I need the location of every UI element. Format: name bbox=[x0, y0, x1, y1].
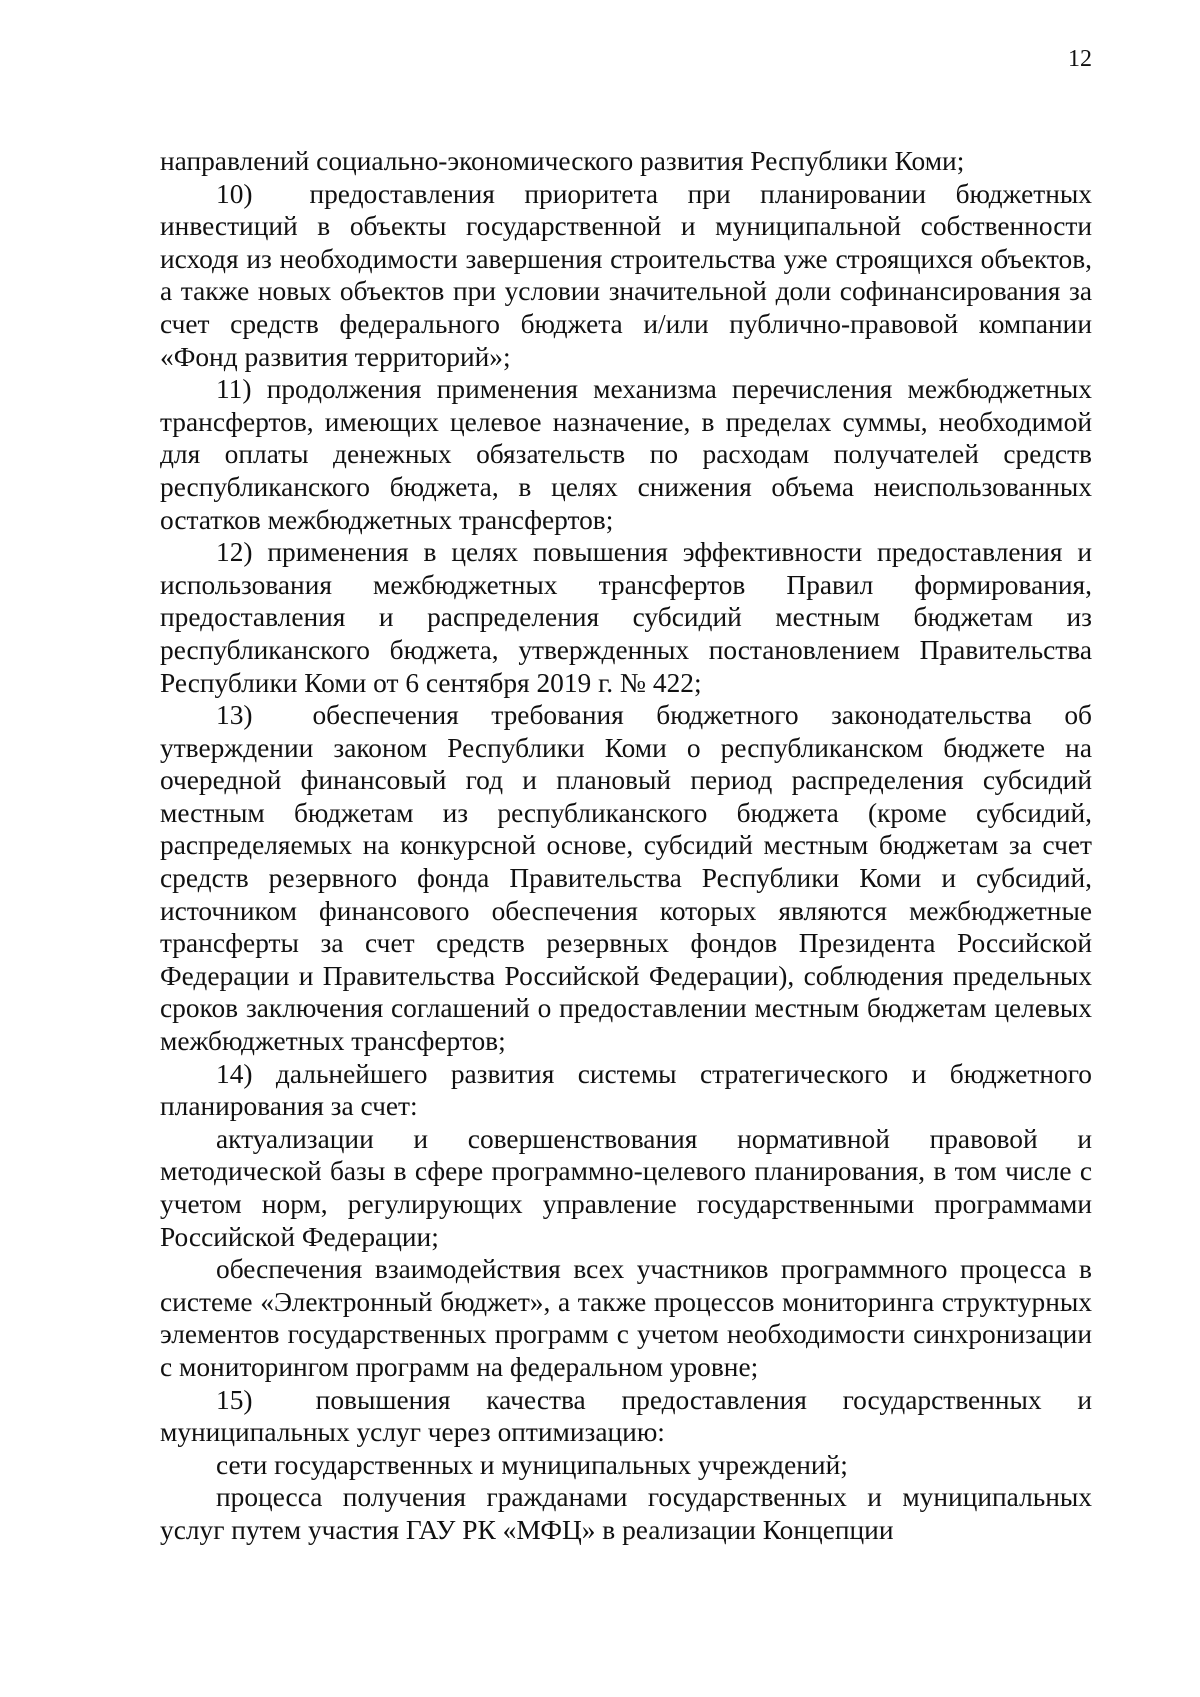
document-body bbox=[160, 145, 1092, 1547]
paragraph-item-14-sub-1: актуализации и совершенствования нормативной правовой и методической базы в сфере программно-целевого планирования, в том числе с учетом норм, регулирующих управление государственными программами Российской Федерации; bbox=[160, 1123, 1092, 1252]
paragraph-item-11: 11) продолжения применения механизма перечисления межбюджетных трансфертов, имеющих целевое назначение, в пределах суммы, необходимой для оплаты денежных обязательств по расходам получателей средств республиканского бюджета, в целях снижения объема неиспользованных остатков межбюджетных трансфертов; bbox=[160, 374, 1092, 535]
paragraph-item-15-sub-1: сети государственных и муниципальных учреждений; bbox=[216, 1449, 848, 1480]
paragraph-item-14: 14) дальнейшего развития системы стратегического и бюджетного планирования за счет: bbox=[160, 1058, 1092, 1122]
paragraph-continuation: направлений социально-экономического развития Республики Коми; bbox=[160, 146, 965, 176]
paragraph-item-14-sub-2: обеспечения взаимодействия всех участников программного процесса в системе «Электронный бюджет», а также процессов мониторинга структурных элементов государственных программ с учетом необходимости синхронизации с мониторингом программ на федеральном уровне; bbox=[160, 1254, 1092, 1382]
page-number: 12 bbox=[1068, 46, 1092, 72]
paragraph-item-15-sub-2: процесса получения гражданами государственных и муниципальных услуг путем участия ГАУ РК «МФЦ» в реализации Концепции bbox=[160, 1482, 1092, 1545]
paragraph-item-12: 12) применения в целях повышения эффективности предоставления и использования межбюджетных трансфертов Правил формирования, предоставления и распределения субсидий местным бюджетам из республиканского бюджета, утвержденных постановлением Правительства Республики Коми от 6 сентября 2019 г. № 422; bbox=[160, 537, 1092, 698]
paragraph-item-10: 10) предоставления приоритета при планировании бюджетных инвестиций в объекты государственной и муниципальной собственности исходя из необходимости завершения строительства уже строящихся объектов, а также новых объектов при условии значительной доли софинансирования за счет средств федерального бюджета и/или публично-правовой компании «Фонд развития территорий»; bbox=[160, 178, 1092, 372]
paragraph-item-13: 13) обеспечения требования бюджетного законодательства об утверждении законом Республики Коми о республиканском бюджете на очередной финансовый год и плановый период распределения субсидий местным бюджетам из республиканского бюджета (кроме субсидий, распределяемых на конкурсной основе, субсидий местным бюджетам за счет средств резервного фонда Правительства Республики Коми и субсидий, источником финансового обеспечения которых являются межбюджетные трансферты за счет средств резервных фондов Президента Российской Федерации и Правительства Российской Федерации), соблюдения предельных сроков заключения соглашений о предоставлении местным бюджетам целевых межбюджетных трансфертов; bbox=[160, 700, 1092, 1057]
paragraph-item-15: 15) повышения качества предоставления государственных и муниципальных услуг через оптимизацию: bbox=[160, 1384, 1092, 1448]
